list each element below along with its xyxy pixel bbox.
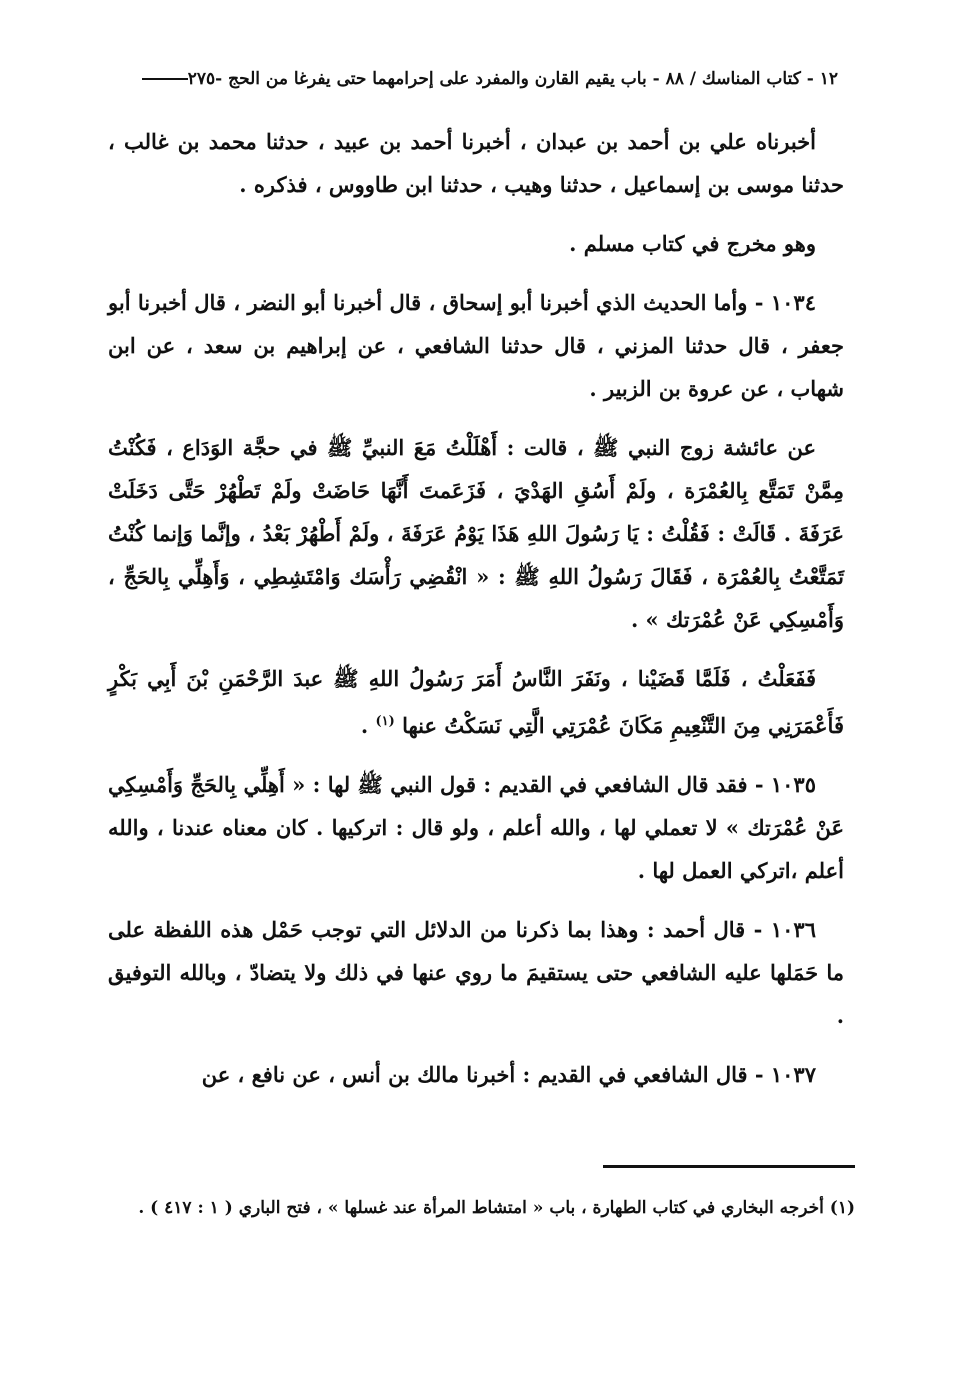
header-text: ١٢ - كتاب المناسك / ٨٨ - باب يقيم القارن والمفرد على إحرامهما حتى يفرغا من الحج -٢٧٥ (187, 69, 838, 89)
running-header (108, 62, 838, 96)
header-rule (142, 78, 188, 80)
paragraph-aisha-hadith: عن عائشة زوج النبي ﷺ ، قالت : أَهْلَلْتُ مَعَ النبيِّ ﷺ في حجَّة الوَدَاع ، فَكُنْتُ مِمَّنْ تَمَتَّع بِالعُمْرَة ، ولَمْ أَسُقِ الهَدْيَ ، فَزَعَمتَ أَنَّهَا حَاضَتْ ولَمْ تَطْهُرْ حَتَّى دَخَلَتْ عَرَفَةَ . قَالَتْ : فَقُلْتُ : يَا رَسُولَ اللهِ هَذَا يَوْمُ عَرَفَةَ ، ولَمْ أَطْهُرْ بَعْدُ ، وإنَّما وَإنما كُنْتُ تَمَتَّعْتُ بِالعُمْرَة ، فَقَالَ رَسُولُ اللهِ ﷺ : « انْقُضِي رَأْسَك وَامْتَشِطِي ، وَأَهِلِّي بِالحَجِّ ، وَأَمْسِكِي عَنْ عُمْرَتك » . (108, 435, 844, 632)
main-text (108, 120, 844, 1096)
paragraph-1037: ١٠٣٧ - قال الشافعي في القديم : أخبرنا مالك بن أنس ، عن نافع ، عن (201, 1062, 816, 1087)
footnote-rule (603, 1165, 855, 1168)
footnote-ref: (١) (375, 714, 395, 729)
footnote: (١) أخرجه البخاري في كتاب الطهارة ، باب « امتشاط المرأة عند غسلها » ، فتح الباري ( ١ : ٤١٧ ) . (138, 1198, 855, 1218)
paragraph-muslim-note: وهو مخرج في كتاب مسلم . (569, 231, 816, 256)
paragraph-1034: ١٠٣٤ - وأما الحديث الذي أخبرنا أبو إسحاق ، قال أخبرنا أبو النضر ، قال أخبرنا أبو جعفر ، قال حدثنا المزني ، قال حدثنا الشافعي ، عن إبراهيم بن سعد ، عن ابن شهاب ، عن عروة بن الزبير . (108, 290, 844, 401)
paragraph-1036: ١٠٣٦ - قال أحمد : وهذا بما ذكرنا من الدلائل التي توجب حَمْل هذه اللفظة على ما حَمَلها عليه الشافعي حتى يستقيمَ ما روي عنها في ذلك ولا يتضادّ ، وبالله التوفيق . (108, 917, 844, 1028)
paragraph-isnad: أخبرناه علي بن أحمد بن عبدان ، أخبرنا أحمد بن عبيد ، حدثنا محمد بن غالب ، حدثنا موسى بن إسماعيل ، حدثنا وهيب ، حدثنا ابن طاووس ، فذكره . (108, 129, 844, 197)
paragraph-1035: ١٠٣٥ - فقد قال الشافعي في القديم : قول النبي ﷺ لها : « أَهِلِّي بِالحَجِّ وَأَمْسِكِي عَنْ عُمْرَتك » لا تعملي لها ، والله أعلم ، ولو قال : اتركيها . كان معناه عندنا ، والله أعلم ،اتركي العمل لها . (108, 772, 844, 883)
paragraph-tanim-text: فَفَعَلْتُ ، فَلَمَّا قَضَيْنا ، ونَفَرَ النَّاسُ أَمَرَ رَسُولُ اللهِ ﷺ عبدَ الرَّحْمَنِ بْنَ أَبِي بَكْرٍ فَأَعْمَرَنِي مِنَ التَّنْعِيمِ مَكَانَ عُمْرَتِي الَّتِي نَسَكْتُ عنها (108, 666, 844, 738)
paragraph-tanim-tail: . (360, 713, 376, 738)
paragraph-tanim (108, 657, 844, 747)
